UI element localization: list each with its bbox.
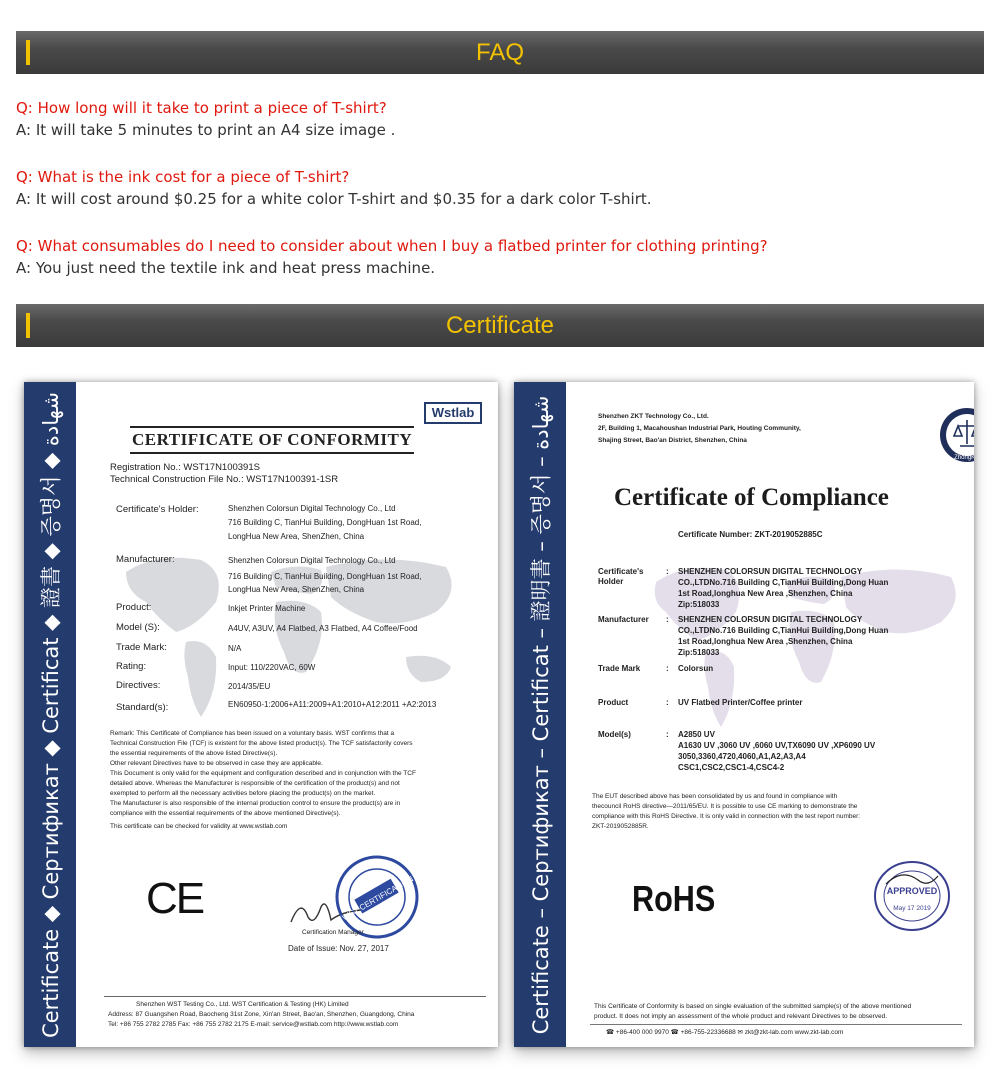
issuer-line: Shenzhen ZKT Technology Co., Ltd.	[598, 413, 709, 420]
manufacturer-line: LongHua New Area, ShenZhen, China	[228, 585, 365, 594]
holder-label: Certificate's Holder:	[116, 504, 199, 515]
remark-line: detailed above. Whereas the Manufacturer is responsible of the certification of the product(s) and not	[110, 780, 400, 787]
holder-line: 1st Road,longhua New Area ,Shenzhen, China	[678, 589, 853, 598]
certificate-of-conformity-image	[24, 382, 498, 1047]
standards-label: Standard(s):	[116, 702, 169, 713]
rating-value: Input: 110/220VAC, 60W	[228, 663, 316, 672]
faq-item	[16, 166, 976, 210]
holder-line: Zip:518033	[678, 600, 720, 609]
footer-line: Address: 87 Guangshen Road, Baocheng 31st Zone, Xin'an Street, Bao'an, Shenzhen, Guangdong, China	[108, 1011, 415, 1018]
remark-line: This Document is only valid for the equipment and configuration described and in conjunction with the TCF	[110, 770, 416, 777]
holder-line: LongHua New Area, ShenZhen, China	[228, 532, 365, 541]
remark-line: This certificate can be checked for validity at www.wstlab.com	[110, 823, 288, 830]
trademark-label: Trade Mark:	[116, 642, 167, 653]
date-of-issue: Date of Issue: Nov. 27, 2017	[288, 944, 389, 953]
holder-line: SHENZHEN COLORSUN DIGITAL TECHNOLOGY	[678, 567, 863, 576]
footer-divider	[104, 996, 486, 997]
faq-question: Q: How long will it take to print a piece of T-shirt?	[16, 99, 387, 117]
faq-answer: A: It will cost around $0.25 for a white color T-shirt and $0.35 for a dark color T-shirt.	[16, 190, 652, 208]
model-line: CSC1,CSC2,CSC1-4,CSC4-2	[678, 763, 785, 772]
issuer-line: 2F, Building 1, Macahoushan Industrial Park, Houting Community,	[598, 425, 801, 432]
manufacturer-line: 716 Building C, TianHui Building, DongHuan 1st Road,	[228, 572, 422, 581]
holder-label: Certificate's Holder	[598, 567, 644, 586]
issuer-line: Shajing Street, Bao'an District, Shenzhen, China	[598, 437, 747, 444]
faq-question: Q: What is the ink cost for a piece of T-shirt?	[16, 168, 350, 186]
certificate-section-header	[16, 304, 984, 347]
stamp-date: May 17 2019	[893, 905, 931, 912]
faq-item	[16, 97, 976, 141]
certificate-title: Certificate	[445, 312, 555, 339]
colon: :	[666, 615, 669, 624]
manufacturer-label: Manufacturer	[598, 615, 649, 624]
registration-number: Registration No.: WST17N100391S	[110, 462, 260, 473]
remark-line: The Manufacturer is also responsible of the internal production control to ensure the product(s) are in	[110, 800, 401, 807]
manufacturer-line: Shenzhen Colorsun Digital Technology Co., Ltd	[228, 556, 396, 565]
colon: :	[666, 567, 669, 576]
product-value: Inkjet Printer Machine	[228, 604, 306, 613]
model-label: Model(s)	[598, 730, 631, 739]
standards-value: EN60950-1:2006+A11:2009+A1:2010+A12:2011 +A2:2013	[228, 700, 437, 709]
product-value: UV Flatbed Printer/Coffee printer	[678, 698, 803, 707]
strip-text: Certificate – Сертификат – Certificat – 證明書 – 증명서 – شهادة	[529, 395, 553, 1034]
manufacturer-label: Manufacturer:	[116, 554, 175, 565]
remark-line: compliance with the essential requirements of the above mentioned Directive(s).	[110, 810, 341, 817]
wstlab-logo: Wstlab	[424, 402, 482, 424]
remark-line: Technical Construction File (TCF) is existent for the above listed product(s). The TCF satisfactorily covers	[110, 740, 413, 747]
footer-line: Tel: +86 755 2782 2785 Fax: +86 755 2782 2175 E-mail: service@wstlab.com http://www.wstlab.com	[108, 1021, 399, 1028]
faq-answer: A: It will take 5 minutes to print an A4 size image .	[16, 121, 396, 139]
eut-line: thecouncil RoHS directive—2011/65/EU. It is possible to use CE marking to demonstrate the	[592, 803, 858, 810]
remark-line: Remark: This Certificate of Compliance has been issued on a voluntary basis. WST confirms that a	[110, 730, 395, 737]
footer-line: Shenzhen WST Testing Co., Ltd. WST Certification & Testing (HK) Limited	[136, 1001, 349, 1008]
certificate-side-strip	[514, 382, 566, 1047]
seal-text: ZhongKai	[954, 455, 980, 461]
colon: :	[666, 698, 669, 707]
trademark-label: Trade Mark	[598, 664, 641, 673]
approved-text: APPROVED	[886, 886, 938, 896]
model-line: A2850 UV	[678, 730, 715, 739]
footer-note-line: This Certificate of Conformity is based on single evaluation of the submitted sample(s) of the above mentioned	[594, 1003, 912, 1010]
remark-line: Other relevant Directives have to be observed in case they are applicable.	[110, 760, 323, 767]
model-label: Model (S):	[116, 622, 160, 633]
footer-contacts: ☎ +86-400 000 9970 ☎ +86-755-22336688 ✉ zkt@zkt-lab.com www.zkt-lab.com	[606, 1029, 844, 1036]
approved-stamp	[872, 858, 952, 934]
eut-line: The EUT described above has been consolidated by us and found in compliance with	[592, 793, 838, 800]
certificate-side-strip	[24, 382, 76, 1047]
model-line: 3050,3360,4720,4060,A1,A2,A3,A4	[678, 752, 806, 761]
remark-line: the essential requirements of the above listed Directive(s).	[110, 750, 278, 757]
manufacturer-line: 1st Road,longhua New Area ,Shenzhen, China	[678, 637, 853, 646]
zhongkai-seal-logo	[938, 406, 980, 464]
certificate-title: Certificate of Compliance	[614, 484, 889, 511]
holder-line: 716 Building C, TianHui Building, DongHuan 1st Road,	[228, 518, 422, 527]
directives-value: 2014/35/EU	[228, 682, 271, 691]
product-label: Product	[598, 698, 629, 707]
rohs-mark: RoHS	[632, 878, 716, 919]
eut-line: ZKT-2019052885R.	[592, 823, 649, 830]
certificate-title: CERTIFICATE OF CONFORMITY	[130, 426, 414, 454]
certificate-number: Certificate Number: ZKT-2019052885C	[678, 530, 823, 539]
product-label: Product:	[116, 602, 152, 613]
rating-label: Rating:	[116, 661, 147, 672]
ce-mark: CE	[146, 874, 204, 923]
manufacturer-line: Zip:518033	[678, 648, 720, 657]
technical-file-number: Technical Construction File No.: WST17N100391-1SR	[110, 474, 339, 485]
model-value: A4UV, A3UV, A4 Flatbed, A3 Flatbed, A4 Coffee/Food	[228, 624, 418, 633]
manufacturer-line: SHENZHEN COLORSUN DIGITAL TECHNOLOGY	[678, 615, 863, 624]
colon: :	[666, 730, 669, 739]
colon: :	[666, 664, 669, 673]
stamp-text: WST CERTIFICATION	[340, 874, 415, 923]
remark-line: exempted to perform all the necessary activities before placing the product(s) on the market.	[110, 790, 376, 797]
certificate-of-compliance-image	[514, 382, 980, 1047]
trademark-value: Colorsun	[678, 664, 714, 673]
directives-label: Directives:	[116, 680, 161, 691]
faq-question: Q: What consumables do I need to consider about when I buy a flatbed printer for clothing printing?	[16, 237, 768, 255]
faq-section-header	[16, 31, 984, 74]
holder-line: Shenzhen Colorsun Digital Technology Co., Ltd	[228, 504, 396, 513]
footer-note-line: product. It does not imply an assessment of the whole product and relevant Directives to be observed.	[594, 1013, 888, 1020]
model-line: A1630 UV ,3060 UV ,6060 UV,TX6090 UV ,XP6090 UV	[678, 741, 876, 750]
footer-divider	[590, 1024, 962, 1025]
strip-text: Certificate ◆ Сертификат ◆ Certificat ◆ 證書 ◆ 증명서 ◆ شهادة	[39, 391, 63, 1038]
signature-caption: Certification Manager	[302, 929, 364, 936]
faq-title: FAQ	[475, 39, 524, 66]
trademark-value: N/A	[228, 644, 242, 653]
faq-answer: A: You just need the textile ink and heat press machine.	[16, 259, 436, 277]
manufacturer-line: CO.,LTDNo.716 Building C,TianHui Building,Dong Huan	[678, 626, 889, 635]
holder-line: CO.,LTDNo.716 Building C,TianHui Building,Dong Huan	[678, 578, 889, 587]
eut-line: compliance with this RoHS Directive. It is only valid in connection with the test report number:	[592, 813, 861, 820]
faq-item	[16, 235, 976, 279]
